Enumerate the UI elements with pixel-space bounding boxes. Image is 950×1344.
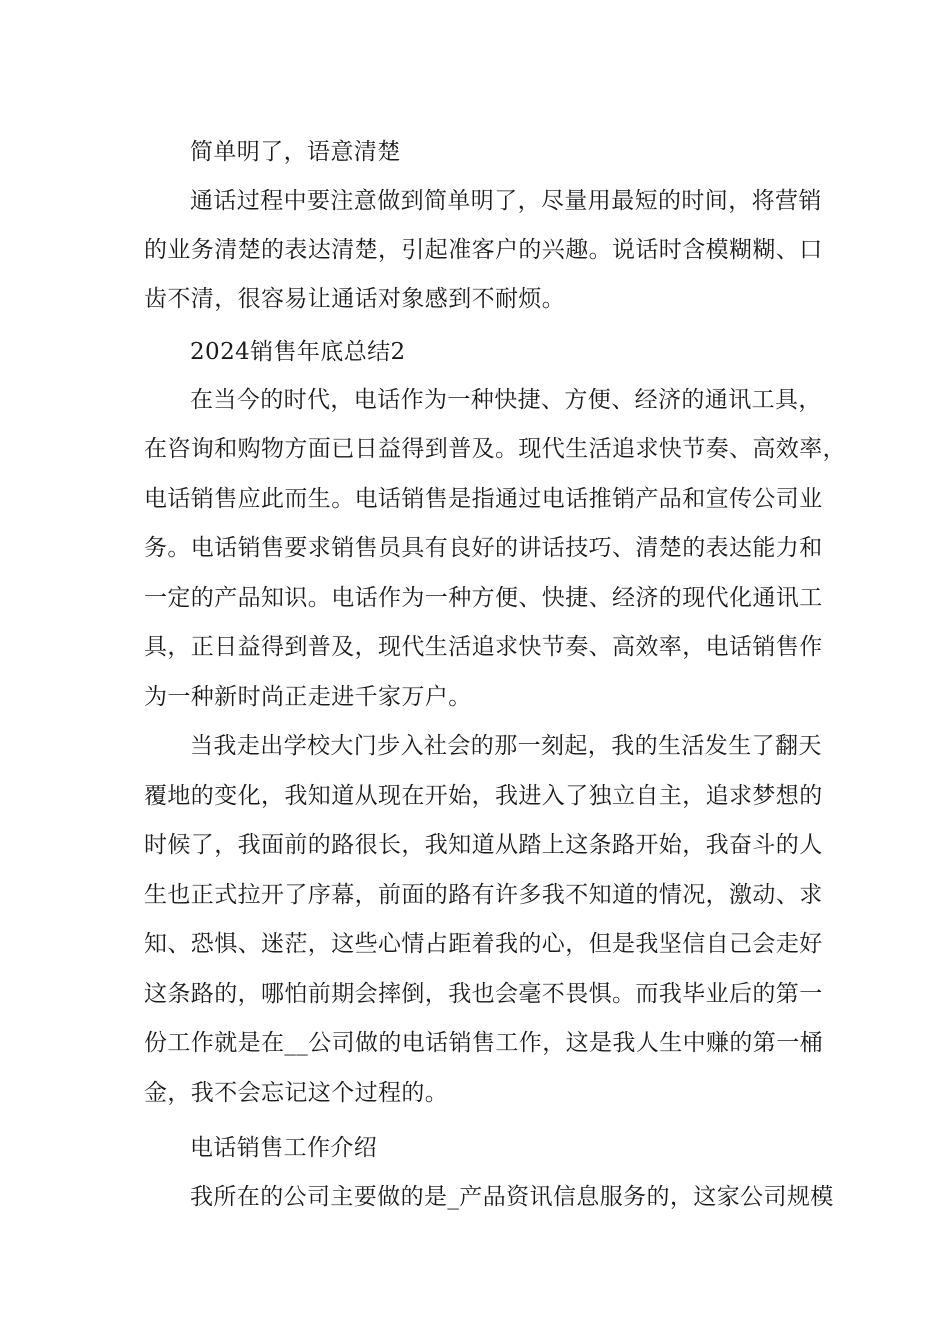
heading-simple-clear: 简单明了，语意清楚 xyxy=(190,139,401,165)
paragraph-line: 齿不清，很容易让通话对象感到不耐烦。 xyxy=(144,286,566,312)
paragraph-line: 电话销售应此而生。电话销售是指通过电话推销产品和宣传公司业 xyxy=(144,486,823,512)
paragraph-line: 当我走出学校大门步入社会的那一刻起，我的生活发生了翻天 xyxy=(190,733,822,759)
paragraph-line: 在咨询和购物方面已日益得到普及。现代生活追求快节奏、高效率， xyxy=(144,436,846,462)
paragraph-line: 生也正式拉开了序幕，前面的路有许多我不知道的情况，激动、求 xyxy=(144,882,823,908)
section-heading: 电话销售工作介绍 xyxy=(190,1135,378,1161)
paragraph-line: 时候了，我面前的路很长，我知道从踏上这条路开始，我奋斗的人 xyxy=(144,832,823,858)
paragraph-line: 我所在的公司主要做的是_产品资讯信息服务的，这家公司规模 xyxy=(190,1184,834,1210)
paragraph-line: 一定的产品知识。电话作为一种方便、快捷、经济的现代化通讯工 xyxy=(144,585,823,611)
paragraph-line: 这条路的，哪怕前期会摔倒，我也会毫不畏惧。而我毕业后的第一 xyxy=(144,981,823,1007)
paragraph-line: 金，我不会忘记这个过程的。 xyxy=(144,1080,449,1106)
paragraph-line: 覆地的变化，我知道从现在开始，我进入了独立自主，追求梦想的 xyxy=(144,783,823,809)
paragraph-line: 具，正日益得到普及，现代生活追求快节奏、高效率，电话销售作 xyxy=(144,634,823,660)
paragraph-line: 务。电话销售要求销售员具有良好的讲话技巧、清楚的表达能力和 xyxy=(144,535,823,561)
paragraph-line: 通话过程中要注意做到简单明了，尽量用最短的时间，将营销 xyxy=(190,188,822,214)
paragraph-line: 在当今的时代，电话作为一种快捷、方便、经济的通讯工具， xyxy=(190,387,822,413)
paragraph-line: 份工作就是在__公司做的电话销售工作，这是我人生中赚的第一桶 xyxy=(144,1030,823,1056)
paragraph-line: 为一种新时尚正走进千家万户。 xyxy=(144,684,472,710)
section-title: 2024销售年底总结2 xyxy=(190,339,406,365)
paragraph-line: 的业务清楚的表达清楚，引起准客户的兴趣。说话时含模糊糊、口 xyxy=(144,237,823,263)
paragraph-line: 知、恐惧、迷茫，这些心情占距着我的心，但是我坚信自己会走好 xyxy=(144,931,823,957)
